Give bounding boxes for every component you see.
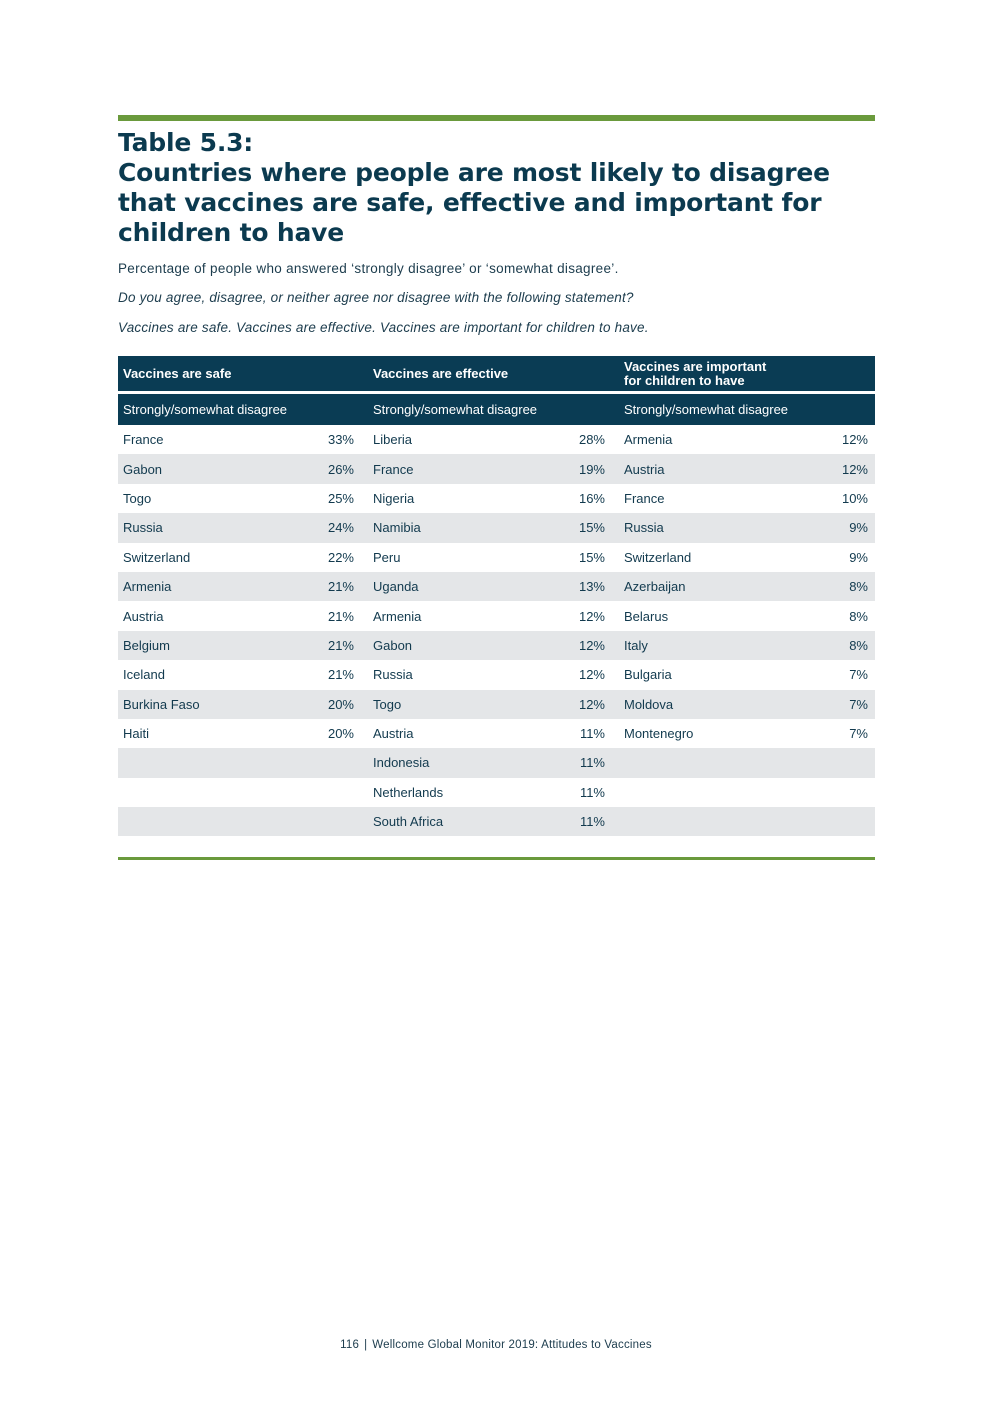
subheader-effective: Strongly/somewhat disagree [373,402,538,417]
table-cell [368,601,619,630]
header-vaccines-effective: Vaccines are effective [373,365,509,381]
country-name: Indonesia [373,755,430,771]
table-cell [368,425,619,454]
table-cell [368,748,619,777]
table-row [118,572,875,601]
top-rule [118,115,875,121]
table-cell [619,719,875,748]
table-header-row [118,356,875,391]
percentage-value: 20% [327,726,354,742]
table-cell [619,778,875,807]
country-name: Austria [373,726,414,742]
data-table [118,356,875,836]
table-cell [118,631,368,660]
table-cell [118,660,368,689]
country-name: France [373,461,414,477]
percentage-value: 12% [841,461,868,477]
table-cell [118,543,368,572]
country-name: Switzerland [624,549,692,565]
footer-separator: | [364,1339,368,1351]
country-name: Namibia [373,520,421,536]
table-cell [118,484,368,513]
percentage-value: 12% [578,637,605,653]
percentage-value: 11% [579,814,605,830]
page-number: 116 [340,1339,360,1351]
country-name: Austria [123,608,164,624]
table-cell [619,425,875,454]
percentage-value: 21% [327,637,354,653]
table-cell [118,719,368,748]
percentage-value: 19% [578,461,605,477]
percentage-value: 12% [578,608,605,624]
survey-question: Do you agree, disagree, or neither agree nor disagree with the following statement? [118,290,634,305]
percentage-value: 11% [579,726,605,742]
percentage-value: 9% [849,549,868,565]
table-row [118,601,875,630]
title-line-3: that vaccines are safe, effective and important for [118,188,822,217]
percentage-value: 26% [327,461,354,477]
country-name: Moldova [624,696,674,712]
header-vaccines-important [619,356,875,391]
percentage-value: 21% [327,667,354,683]
country-name: Russia [373,667,413,683]
percentage-value: 8% [849,579,868,595]
table-cell [619,690,875,719]
percentage-value: 12% [578,667,605,683]
table-cell [118,513,368,542]
percentage-value: 11% [579,784,605,800]
percentage-value: 24% [327,520,354,536]
country-name: Bulgaria [624,667,672,683]
percentage-value: 10% [841,490,868,506]
country-name: Haiti [123,726,150,742]
percentage-value: 16% [578,490,605,506]
country-name: Togo [123,490,152,506]
header-vaccines-important-label: Vaccines are important for children to have [624,358,767,388]
table-cell [118,601,368,630]
country-name: Belarus [624,608,669,624]
country-name: Uganda [373,579,419,595]
table-cell [368,660,619,689]
country-name: Burkina Faso [123,696,200,712]
table-cell [368,484,619,513]
percentage-value: 22% [327,549,354,565]
subheader-safe: Strongly/somewhat disagree [123,402,288,417]
percentage-value: 11% [579,755,605,771]
header-vaccines-safe: Vaccines are safe [123,365,232,381]
table-cell [368,631,619,660]
percentage-value: 12% [841,432,868,448]
table-subtitle: Percentage of people who answered ‘strongly disagree’ or ‘somewhat disagree’. [118,261,619,276]
country-name: Peru [373,549,401,565]
table-row [118,660,875,689]
table-cell [118,807,368,836]
country-name: Italy [624,637,648,653]
table-cell [619,513,875,542]
survey-statements: Vaccines are safe. Vaccines are effective. Vaccines are important for children to have. [118,320,649,335]
percentage-value: 21% [327,608,354,624]
table-cell [368,690,619,719]
table-cell [368,572,619,601]
table-subheader-row [118,394,875,425]
table-cell [118,748,368,777]
table-row [118,484,875,513]
table-row [118,454,875,483]
country-name: France [123,432,164,448]
percentage-value: 21% [327,579,354,595]
percentage-value: 7% [849,667,868,683]
country-name: South Africa [373,814,444,830]
table-row [118,631,875,660]
publication-title: Wellcome Global Monitor 2019: Attitudes to Vaccines [372,1339,652,1351]
country-name: Gabon [123,461,163,477]
table-body [118,425,875,836]
percentage-value: 15% [578,549,605,565]
table-cell [619,807,875,836]
percentage-value: 20% [327,696,354,712]
title-line-2: Countries where people are most likely to disagree [118,158,830,187]
percentage-value: 8% [849,637,868,653]
table-row [118,719,875,748]
country-name: Gabon [373,637,413,653]
table-cell [118,778,368,807]
percentage-value: 28% [578,432,605,448]
table-cell [118,690,368,719]
country-name: Armenia [123,579,172,595]
table-cell [368,719,619,748]
country-name: Austria [624,461,665,477]
country-name: Netherlands [373,784,444,800]
percentage-value: 12% [578,696,605,712]
country-name: Iceland [123,667,165,683]
table-row [118,778,875,807]
table-cell [619,454,875,483]
table-cell [619,572,875,601]
country-name: Russia [624,520,664,536]
country-name: Liberia [373,432,413,448]
table-cell [619,631,875,660]
country-name: Togo [373,696,402,712]
title-line-4: children to have [118,218,344,247]
table-cell [619,543,875,572]
percentage-value: 8% [849,608,868,624]
table-cell [118,572,368,601]
table-cell [619,748,875,777]
table-row [118,748,875,777]
country-name: Nigeria [373,490,415,506]
table-row [118,425,875,454]
percentage-value: 9% [849,520,868,536]
table-row [118,690,875,719]
percentage-value: 7% [849,726,868,742]
table-cell [118,454,368,483]
country-name: Armenia [373,608,422,624]
bottom-rule [118,857,875,860]
country-name: Belgium [123,637,170,653]
country-name: Armenia [624,432,673,448]
table-cell [619,601,875,630]
page-title [118,128,875,248]
percentage-value: 25% [327,490,354,506]
table-row [118,513,875,542]
country-name: Azerbaijan [624,579,686,595]
table-cell [368,807,619,836]
country-name: France [624,490,665,506]
title-line-1: Table 5.3: [118,128,254,157]
percentage-value: 33% [327,432,354,448]
table-row [118,543,875,572]
percentage-value: 13% [578,579,605,595]
table-cell [368,778,619,807]
country-name: Switzerland [123,549,191,565]
country-name: Montenegro [624,726,694,742]
page-footer [0,1339,992,1351]
percentage-value: 15% [578,520,605,536]
percentage-value: 7% [849,696,868,712]
table-cell [619,484,875,513]
table-cell [368,513,619,542]
country-name: Russia [123,520,163,536]
subheader-important: Strongly/somewhat disagree [624,402,789,417]
table-cell [368,543,619,572]
table-row [118,807,875,836]
table-cell [118,425,368,454]
table-cell [619,660,875,689]
table-cell [368,454,619,483]
